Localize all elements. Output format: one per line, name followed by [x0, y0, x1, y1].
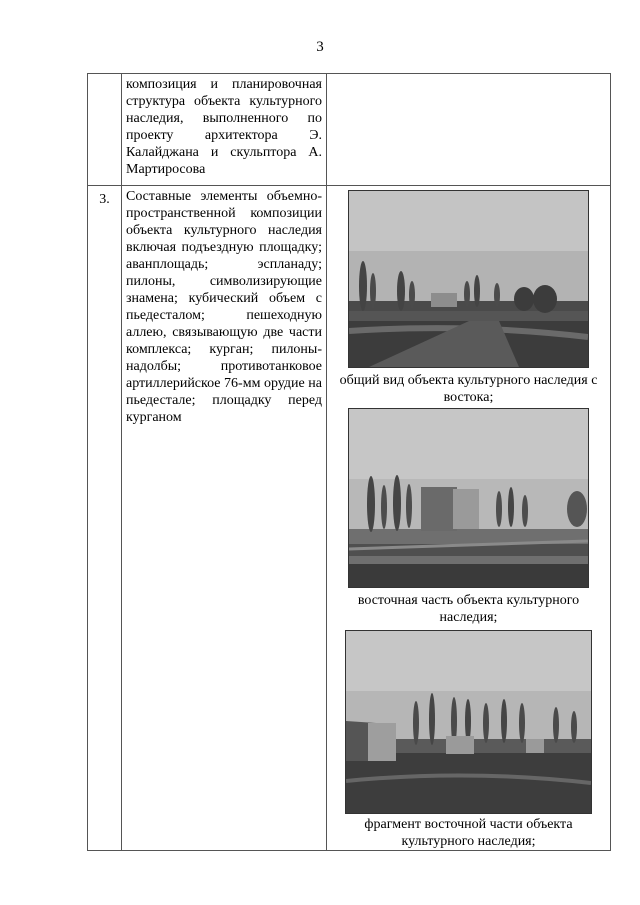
- photo-general-view: [348, 190, 589, 368]
- page-number: 3: [316, 39, 324, 55]
- photo-eastern-part: [348, 408, 589, 588]
- row-number: 3.: [88, 186, 122, 851]
- photo-cell: [327, 186, 611, 851]
- photo-eastern-fragment: [345, 630, 592, 814]
- document-table: [87, 73, 611, 851]
- table-row: [88, 186, 611, 851]
- row-number: [88, 74, 122, 186]
- row-photo-cell-empty: [327, 74, 611, 186]
- photo-caption: общий вид объекта культурного наследия с востока;: [339, 373, 598, 405]
- photo-caption: восточная часть объекта культурного наследия;: [357, 593, 580, 625]
- photo-caption: фрагмент восточной части объекта культурного наследия;: [364, 817, 573, 849]
- table-row: [88, 74, 611, 186]
- row-description-text: композиция и планировочная структура объекта культурного наследия, выполненного по проекту архитектора Э. Калайджана и скульптора А. Мартиросова: [126, 77, 322, 177]
- row-description: [122, 186, 327, 851]
- row-description-text: Составные элементы объемно-пространственной композиции объекта культурного наследия включая подъездную площадку; аванплощадь; эспланаду; пилоны, символизирующие знамена; кубический объем с пьедесталом; пешеходную аллею, связывающую две части комплекса; курган; пилоны-надолбы; противотанковое артиллерийское 76-мм орудие на пьедестале; площадку перед курганом: [126, 189, 322, 425]
- row-description: [122, 74, 327, 186]
